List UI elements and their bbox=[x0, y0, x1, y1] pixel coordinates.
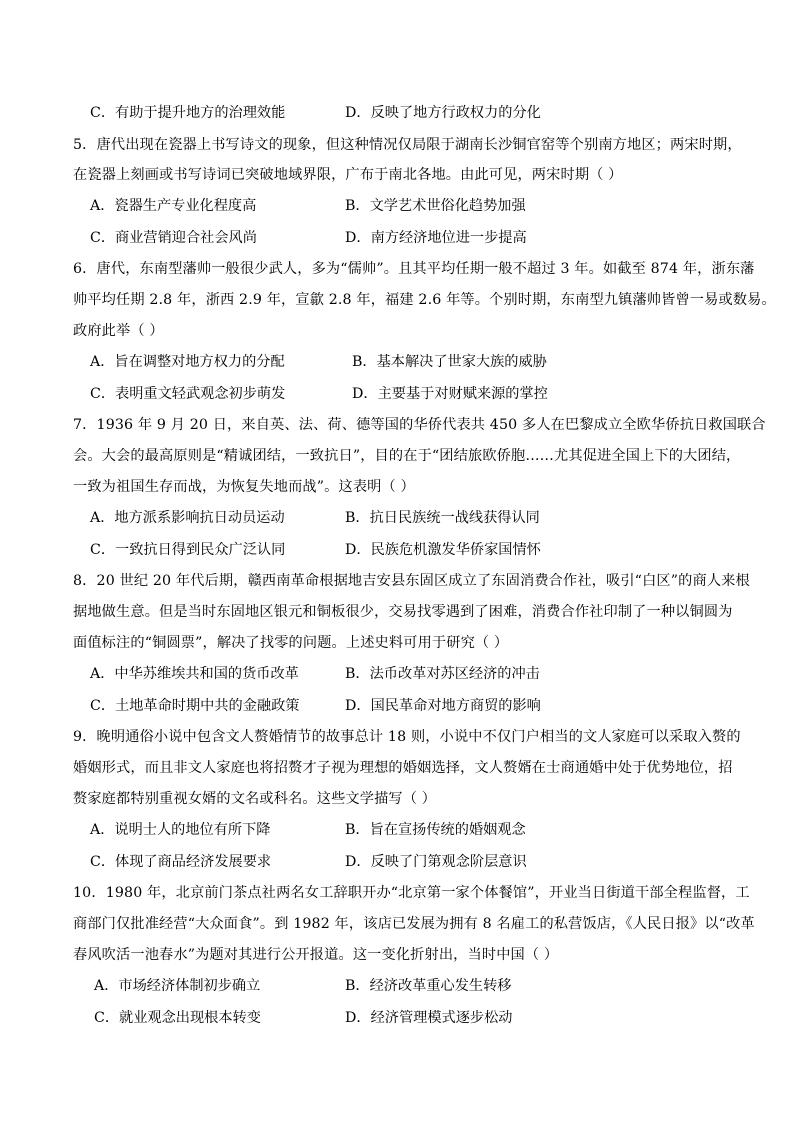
q6-stem-line-1: 6．唐代，东南型藩帅一般很少武人，多为“儒帅”。且其平均任期一般不超过 3 年。如截至 874 年，浙东藩 bbox=[73, 261, 755, 277]
q4-option-c: C．有助于提升地方的治理效能 bbox=[90, 105, 286, 121]
q5-stem-line-2: 在瓷器上刻画或书写诗词已突破地域界限，广布于南北各地。由此可见，两宋时期（ ） bbox=[73, 167, 623, 183]
q10-stem-line-2: 商部门仅批准经营“大众面食”。到 1982 年，该店已发展为拥有 8 名雇工的私营饭店，《人民日报》以“改革 bbox=[73, 916, 755, 932]
q9-stem-line-3: 赘家庭都特别重视女婿的文名或科名。这些文学描写（ ） bbox=[73, 791, 437, 807]
q5-option-b: B．文学艺术世俗化趋势加强 bbox=[345, 198, 526, 214]
q8-stem-line-3: 面值标注的“铜圆票”，解决了找零的问题。上述史料可用于研究（ ） bbox=[73, 635, 509, 651]
q8-stem-line-1: 8．20 世纪 20 年代后期，赣西南革命根据地吉安县东固区成立了东固消费合作社，吸引“白区”的商人来根 bbox=[73, 573, 750, 589]
q6-stem-line-3: 政府此举（ ） bbox=[73, 323, 164, 339]
q6-option-c: C．表明重文轻武观念初步萌发 bbox=[90, 386, 286, 402]
q7-stem-line-3: 一致为祖国生存而战，为恢复失地而战”。这表明（ ） bbox=[73, 479, 415, 495]
q7-option-b: B．抗日民族统一战线获得认同 bbox=[345, 510, 540, 526]
q6-option-d: D．主要基于对财赋来源的掌控 bbox=[352, 386, 548, 402]
q7-stem-line-1: 7．1936 年 9 月 20 日，来自英、法、荷、德等国的华侨代表共 450 多人在巴黎成立全欧华侨抗日救国联合 bbox=[73, 417, 766, 433]
q10-option-c: C．就业观念出现根本转变 bbox=[94, 1010, 261, 1026]
q10-option-a: A．市场经济体制初步确立 bbox=[94, 978, 261, 994]
q8-option-c: C．土地革命时期中共的金融政策 bbox=[90, 698, 300, 714]
q10-option-d: D．经济管理模式逐步松动 bbox=[345, 1010, 513, 1026]
q9-option-d: D．反映了门第观念阶层意识 bbox=[345, 854, 527, 870]
q4-option-d: D．反映了地方行政权力的分化 bbox=[345, 105, 541, 121]
q6-option-b: B．基本解决了世家大族的威胁 bbox=[352, 354, 547, 370]
q7-option-a: A．地方派系影响抗日动员运动 bbox=[90, 510, 285, 526]
q7-option-d: D．民族危机激发华侨家国情怀 bbox=[345, 542, 541, 558]
q5-option-c: C．商业营销迎合社会风尚 bbox=[90, 230, 257, 246]
q8-option-d: D．国民革命对地方商贸的影响 bbox=[345, 698, 541, 714]
q9-option-b: B．旨在宣扬传统的婚姻观念 bbox=[345, 822, 526, 838]
q9-stem-line-1: 9．晚明通俗小说中包含文人赘婚情节的故事总计 18 则，小说中不仅门户相当的文人家庭可以采取入赘的 bbox=[73, 729, 741, 745]
q8-option-b: B．法币改革对苏区经济的冲击 bbox=[345, 666, 540, 682]
q5-option-d: D．南方经济地位进一步提高 bbox=[345, 230, 527, 246]
q10-option-b: B．经济改革重心发生转移 bbox=[345, 978, 512, 994]
q9-option-c: C．体现了商品经济发展要求 bbox=[90, 854, 272, 870]
q7-option-c: C．一致抗日得到民众广泛认同 bbox=[90, 542, 286, 558]
q6-stem-line-2: 帅平均任期 2.8 年，浙西 2.9 年，宣歙 2.8 年，福建 2.6 年等。个别时期，东南型九镇藩帅皆曾一易或数易。 bbox=[73, 292, 776, 308]
q10-stem-line-1: 10．1980 年，北京前门茶点社两名女工辞职开办“北京第一家个体餐馆”，开业当日街道干部全程监督，工 bbox=[73, 885, 750, 901]
q7-stem-line-2: 会。大会的最高原则是“精诚团结，一致抗日”，目的在于“团结旅欧侨胞……尤其促进全国上下的大团结， bbox=[73, 448, 741, 464]
q9-option-a: A．说明士人的地位有所下降 bbox=[90, 822, 271, 838]
q8-option-a: A．中华苏维埃共和国的货币改革 bbox=[90, 666, 299, 682]
q8-stem-line-2: 据地做生意。但是当时东固地区银元和铜板很少，交易找零遇到了困难，消费合作社印制了一种以铜圆为 bbox=[73, 604, 733, 620]
q6-option-a: A．旨在调整对地方权力的分配 bbox=[90, 354, 285, 370]
q9-stem-line-2: 婚姻形式，而且非文人家庭也将招赘才子视为理想的婚姻选择，文人赘婿在士商通婚中处于优势地位，招 bbox=[73, 760, 733, 776]
q10-stem-line-3: 春风吹活一池春水”为题对其进行公开报道。这一变化折射出，当时中国（ ） bbox=[73, 947, 559, 963]
q5-option-a: A．瓷器生产专业化程度高 bbox=[90, 198, 257, 214]
q5-stem-line-1: 5．唐代出现在瓷器上书写诗文的现象，但这种情况仅局限于湖南长沙铜官窑等个别南方地区；两宋时期， bbox=[73, 137, 742, 153]
